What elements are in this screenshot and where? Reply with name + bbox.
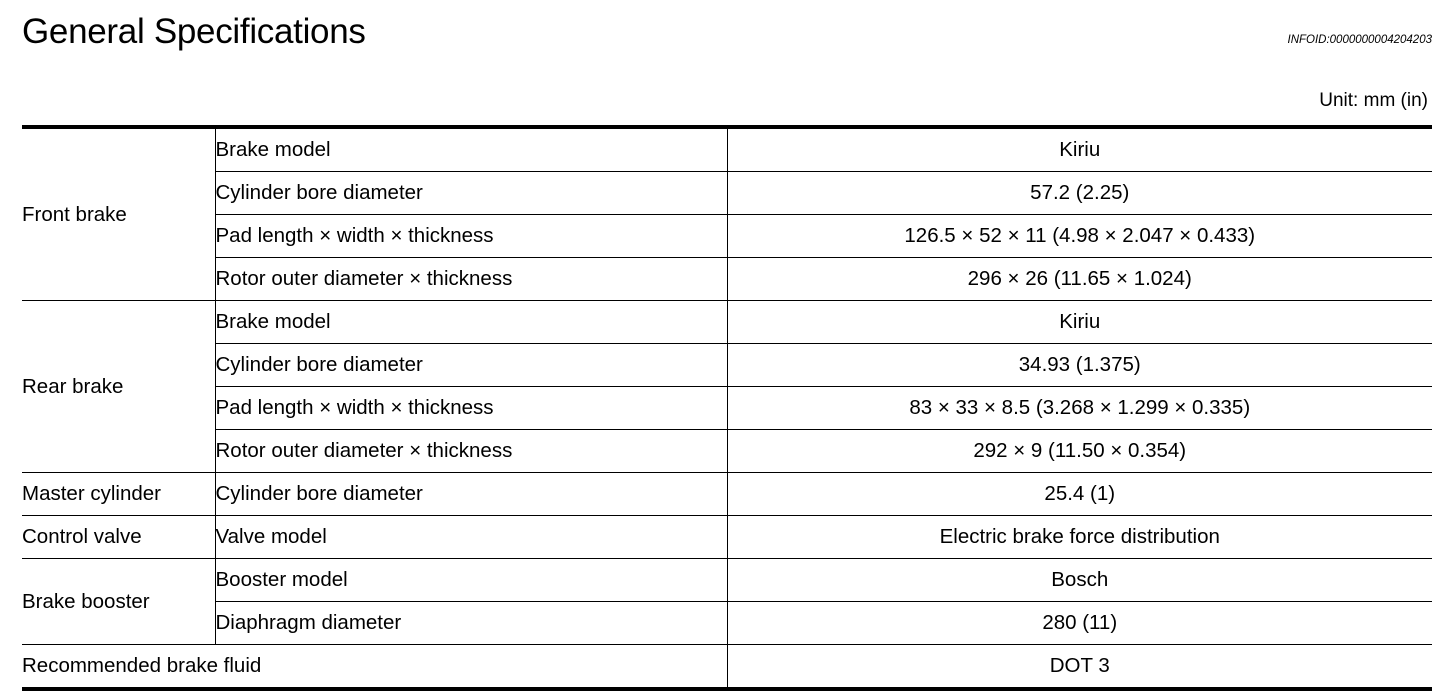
- value-cell: Kiriu: [727, 127, 1432, 172]
- group-front-brake: Front brake: [22, 127, 215, 301]
- table-row: [22, 430, 1432, 473]
- group-control-valve: Control valve: [22, 516, 215, 559]
- item-cell: Rotor outer diameter × thickness: [215, 430, 727, 473]
- table-row: [22, 215, 1432, 258]
- value-cell: Kiriu: [727, 301, 1432, 344]
- value-cell: 34.93 (1.375): [727, 344, 1432, 387]
- item-cell: Rotor outer diameter × thickness: [215, 258, 727, 301]
- group-brake-booster: Brake booster: [22, 559, 215, 645]
- value-cell: 57.2 (2.25): [727, 172, 1432, 215]
- table-row: [22, 387, 1432, 430]
- value-cell: Electric brake force distribution: [727, 516, 1432, 559]
- item-cell: Cylinder bore diameter: [215, 473, 727, 516]
- item-cell: Booster model: [215, 559, 727, 602]
- item-cell: Cylinder bore diameter: [215, 344, 727, 387]
- table-row: [22, 473, 1432, 516]
- table-row: [22, 516, 1432, 559]
- item-cell: Pad length × width × thickness: [215, 387, 727, 430]
- table-row: [22, 127, 1432, 172]
- value-cell: 126.5 × 52 × 11 (4.98 × 2.047 × 0.433): [727, 215, 1432, 258]
- item-cell: Valve model: [215, 516, 727, 559]
- item-cell: Pad length × width × thickness: [215, 215, 727, 258]
- value-cell: 25.4 (1): [727, 473, 1432, 516]
- table-row: [22, 258, 1432, 301]
- group-rear-brake: Rear brake: [22, 301, 215, 473]
- group-master-cylinder: Master cylinder: [22, 473, 215, 516]
- item-cell: Cylinder bore diameter: [215, 172, 727, 215]
- value-cell: 280 (11): [727, 602, 1432, 645]
- spec-table: [22, 125, 1432, 691]
- page-title: General Specifications: [22, 12, 366, 51]
- table-row: [22, 645, 1432, 690]
- value-cell: DOT 3: [727, 645, 1432, 690]
- item-cell: Brake model: [215, 301, 727, 344]
- item-cell: Brake model: [215, 127, 727, 172]
- table-row: [22, 172, 1432, 215]
- info-id: INFOID:0000000004204203: [1287, 34, 1432, 46]
- item-cell-recommended-fluid: Recommended brake fluid: [22, 645, 727, 690]
- value-cell: 292 × 9 (11.50 × 0.354): [727, 430, 1432, 473]
- table-row: [22, 559, 1432, 602]
- table-row: [22, 344, 1432, 387]
- unit-label: Unit: mm (in): [1319, 90, 1428, 111]
- table-row: [22, 602, 1432, 645]
- table-row: [22, 301, 1432, 344]
- value-cell: 296 × 26 (11.65 × 1.024): [727, 258, 1432, 301]
- item-cell: Diaphragm diameter: [215, 602, 727, 645]
- value-cell: 83 × 33 × 8.5 (3.268 × 1.299 × 0.335): [727, 387, 1432, 430]
- value-cell: Bosch: [727, 559, 1432, 602]
